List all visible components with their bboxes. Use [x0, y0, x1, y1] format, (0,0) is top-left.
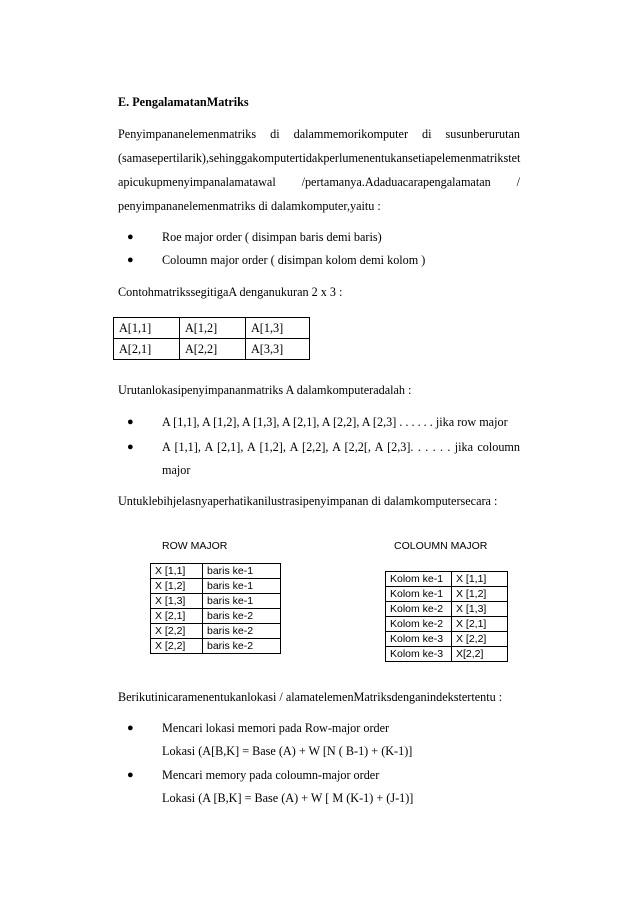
table-row — [151, 624, 281, 639]
matrix-cell: A[2,2] — [180, 339, 246, 360]
intro-line-4: penyimpananelemenmatriks di dalamkomputer,yaitu : — [118, 199, 381, 213]
diagram-cell: Kolom ke-2 — [386, 602, 452, 617]
diagram-cell: X[2,2] — [452, 647, 508, 662]
bullet-icon: ● — [127, 441, 134, 453]
intro-line-2: (samasepertilarik),sehinggakomputertidakperlumenentukansetiapelemenmatrikstet — [118, 151, 521, 165]
diagram-cell: X [1,1] — [151, 564, 203, 579]
table-row — [386, 632, 508, 647]
table-row — [386, 572, 508, 587]
diagram-cell: X [1,2] — [151, 579, 203, 594]
diagram-cell: Kolom ke-3 — [386, 632, 452, 647]
formula-1-expr: Lokasi (A[B,K] = Base (A) + W [N ( B-1) + (K-1)] — [162, 744, 413, 758]
diagram-cell: baris ke-2 — [203, 624, 281, 639]
method-col-major: Coloumn major order ( disimpan kolom demi kolom ) — [162, 253, 426, 267]
matrix-cell: A[1,3] — [246, 318, 310, 339]
table-row — [386, 602, 508, 617]
diagram-cell: X [1,2] — [452, 587, 508, 602]
diagram-cell: Kolom ke-1 — [386, 587, 452, 602]
table-row — [386, 647, 508, 662]
table-row — [151, 579, 281, 594]
section-title: E. PengalamatanMatriks — [118, 95, 249, 109]
diagram-cell: Kolom ke-1 — [386, 572, 452, 587]
diagram-cell: baris ke-1 — [203, 564, 281, 579]
bullet-icon: ● — [127, 254, 134, 266]
matrix-cell: A[3,3] — [246, 339, 310, 360]
diagram-cell: Kolom ke-2 — [386, 617, 452, 632]
row-major-order-text: A [1,1], A [1,2], A [1,3], A [2,1], A [2,2], A [2,3] . . . . . . jika row major — [162, 415, 508, 429]
table-row — [114, 318, 310, 339]
diagram-cell: baris ke-1 — [203, 579, 281, 594]
diagram-cell: X [2,1] — [452, 617, 508, 632]
diagram-cell: X [1,1] — [452, 572, 508, 587]
intro-line-3: apicukupmenyimpanalamatawal /pertamanya.Adaduacarapengalamatan / — [118, 175, 520, 189]
diagram-cell: Kolom ke-3 — [386, 647, 452, 662]
col-major-diagram-title: COLOUMN MAJOR — [394, 540, 488, 552]
method-row-major: Roe major order ( disimpan baris demi baris) — [162, 230, 382, 244]
example-label: ContohmatrikssegitigaA denganukuran 2 x 3 : — [118, 285, 343, 299]
diagram-cell: X [2,2] — [452, 632, 508, 647]
illustration-label: Untuklebihjelasnyaperhatikanilustrasipenyimpanan di dalamkomputersecara : — [118, 494, 498, 508]
table-row — [151, 639, 281, 654]
order-label: Urutanlokasipenyimpananmatriks A dalamkomputeradalah : — [118, 383, 412, 397]
matrix-cell: A[1,1] — [114, 318, 180, 339]
col-major-order-text-cont: major — [162, 463, 191, 477]
diagram-cell: X [1,3] — [151, 594, 203, 609]
diagram-cell: X [2,2] — [151, 639, 203, 654]
bullet-icon: ● — [127, 416, 134, 428]
col-major-diagram — [385, 571, 508, 662]
formula-label: Berikutinicaramenentukanlokasi / alamatelemenMatriksdenganindekstertentu : — [118, 690, 503, 704]
intro-line-1: Penyimpananelemenmatriks di dalammemorikomputer di susunberurutan — [118, 127, 520, 141]
table-row — [151, 609, 281, 624]
matrix-cell: A[1,2] — [180, 318, 246, 339]
formula-2-title: Mencari memory pada coloumn-major order — [162, 768, 380, 782]
formula-1-title: Mencari lokasi memori pada Row-major order — [162, 721, 390, 735]
bullet-icon: ● — [127, 231, 134, 243]
bullet-icon: ● — [127, 722, 134, 734]
diagram-cell: X [1,3] — [452, 602, 508, 617]
table-row — [151, 594, 281, 609]
table-row — [386, 587, 508, 602]
example-matrix-table — [113, 317, 310, 360]
table-row — [386, 617, 508, 632]
row-major-diagram — [150, 563, 281, 654]
matrix-cell: A[2,1] — [114, 339, 180, 360]
formula-2-expr: Lokasi (A [B,K] = Base (A) + W [ M (K-1) + (J-1)] — [162, 791, 414, 805]
diagram-cell: baris ke-1 — [203, 594, 281, 609]
diagram-cell: baris ke-2 — [203, 639, 281, 654]
row-major-diagram-title: ROW MAJOR — [162, 540, 228, 552]
bullet-icon: ● — [127, 769, 134, 781]
diagram-cell: X [2,1] — [151, 609, 203, 624]
table-row — [114, 339, 310, 360]
diagram-cell: X [2,2] — [151, 624, 203, 639]
col-major-order-text: A [1,1], A [2,1], A [1,2], A [2,2], A [2,2[, A [2,3]. . . . . . jika coloumn — [162, 440, 520, 454]
table-row — [151, 564, 281, 579]
diagram-cell: baris ke-2 — [203, 609, 281, 624]
